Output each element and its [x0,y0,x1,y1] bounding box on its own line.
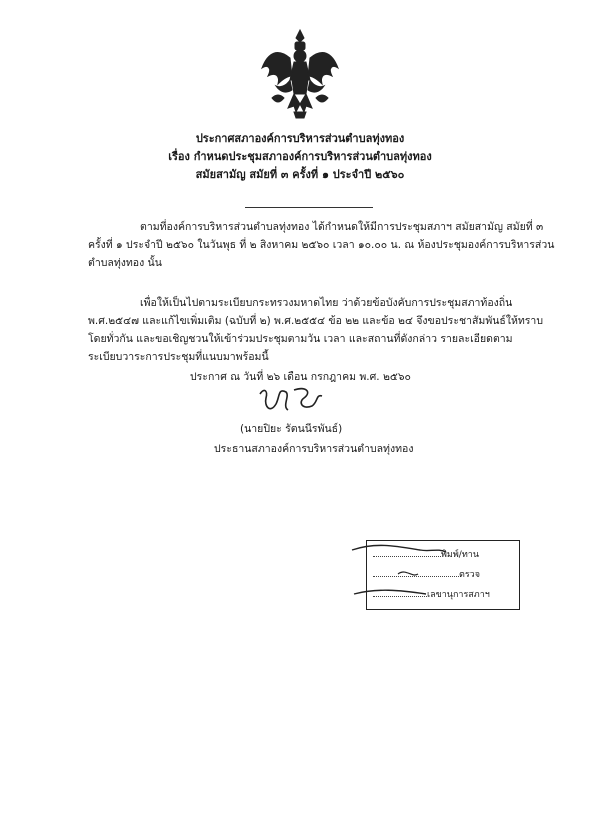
body-paragraph-2: เพื่อให้เป็นไปตามระเบียบกระทรวงมหาดไทย ว่าด้วยข้อบังคับการประชุมสภาท้องถิ่น พ.ศ.๒๕๔๗ และแก้ไขเพิ่มเติม (ฉบับที่ ๒) พ.ศ.๒๕๕๔ ข้อ ๒๒ และข้อ ๒๔ จึงขอประชาสัมพันธ์ให้ทราบโดยทั่วกัน และขอเชิญชวนให้เข้าร่วมประชุมตามวัน เวลา และสถานที่ดังกล่าว รายละเอียดตามระเบียบวาระการประชุมที่แนบมาพร้อมนี้ [88,297,543,363]
typed-label: พิมพ์/ทาน [441,550,479,560]
signer-name: (นายปิยะ รัตนนีรพันธ์) [240,423,343,435]
announce-date: ประกาศ ณ วันที่ ๒๖ เดือน กรกฎาคม พ.ศ. ๒๕๖๐ [190,371,411,383]
signature-image [256,384,326,418]
initials-scribble [346,538,456,608]
body-paragraph-1: ตามที่องค์การบริหารส่วนตำบลทุ่งทอง ได้กำหนดให้มีการประชุมสภาฯ สมัยสามัญ สมัยที่ ๓ ครั้งที่ ๑ ประจำปี ๒๕๖๐ ในวันพุธ ที่ ๒ สิงหาคม ๒๕๖๐ เวลา ๑๐.๐๐ น. ณ ห้องประชุมองค์การบริหารส่วนตำบลทุ่งทอง นั้น [88,221,555,269]
notice-title: ประกาศสภาองค์การบริหารส่วนตำบลทุ่งทอง [195,132,405,145]
signer-position: ประธานสภาองค์การบริหารส่วนตำบลทุ่งทอง [214,443,414,455]
garuda-emblem-icon [258,28,342,120]
checked-label: ตรวจ [459,570,481,580]
clerk-label: เลขานุการสภาฯ [427,590,490,600]
notice-subject: เรื่อง กำหนดประชุมสภาองค์การบริหารส่วนตำบลทุ่งทอง [168,150,432,163]
title-divider [245,207,373,208]
notice-session: สมัยสามัญ สมัยที่ ๓ ครั้งที่ ๑ ประจำปี ๒๕๖๐ [195,168,405,181]
